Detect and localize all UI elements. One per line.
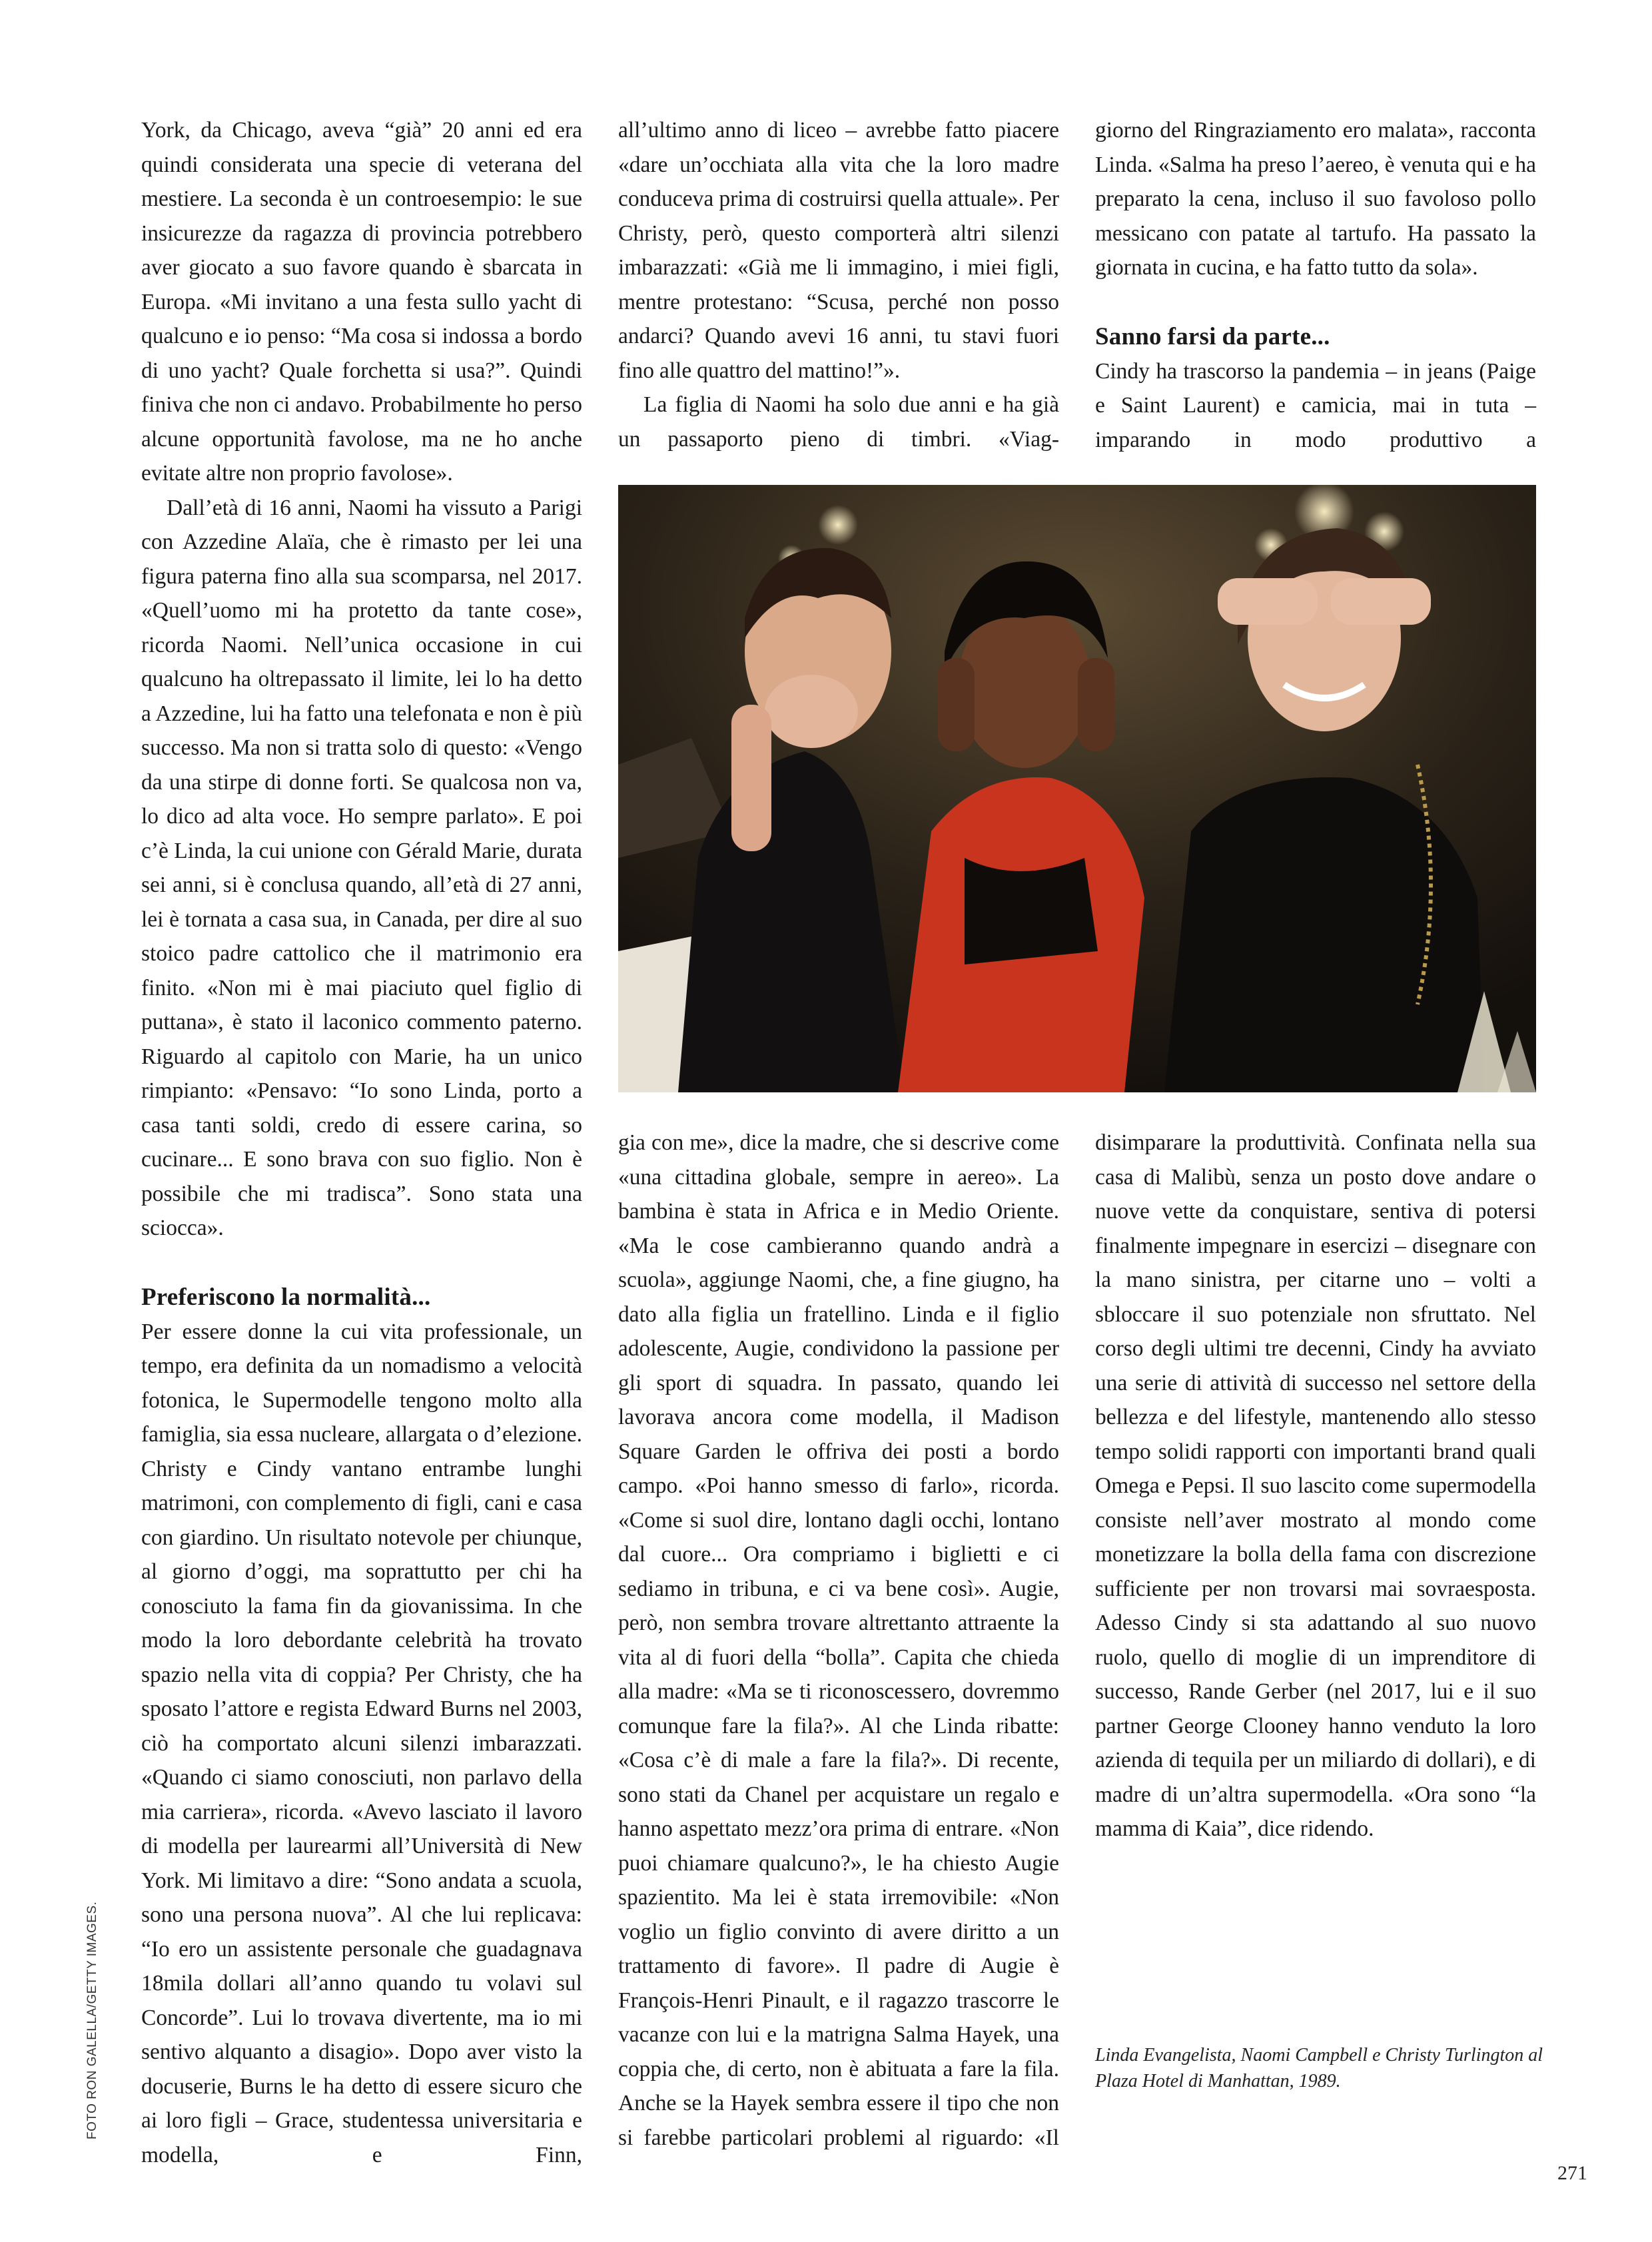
body-paragraph: Per essere donne la cui vita professionale, un tempo, era definita da un nomadismo a velocità fotonica, le Supermodelle tengono molto alla famiglia, sia essa nucleare, allargata o d’elezione. Christy e Cindy vantano entrambe lunghi matrimoni, con complemento di figli, cani e casa con giardino. Un risultato notevole per chiunque, al giorno d’oggi, ma soprattutto per chi ha conosciuto la fama fin da giovanissima. In che modo la loro debordante celebrità ha trovato spazio nella vita di coppia? Per Christy, che ha sposato l’attore e regista Edward Burns nel 2003, ciò ha comportato alcuni silenzi imbarazzati. «Quando ci siamo conosciuti, non parlavo della mia carriera», ricorda. «Avevo lasciato il lavoro di modella per laurearmi all’Università di New York. Mi limitavo a dire: “Sono andata a scuola, sono una persona nuova”. Al che lui replicava: “Io ero un assistente personale che guadagnava 18mila dollari all’anno quando tu volavi sul Concorde”. Lui lo trovava divertente, ma io mi sentivo alquanto a disagio». Dopo aver visto la docuserie, Burns le ha detto di essere sicuro che ai loro figli – Grace, studentessa universitaria e modella, e Finn, [141,1319,582,2167]
body-paragraph: Cindy ha trascorso la pandemia – in jeans (Paige e Saint Laurent) e camicia, mai in tuta – imparando in modo produttivo a [1095,358,1536,452]
section-gap [141,1246,582,1280]
body-paragraph: York, da Chicago, aveva “già” 20 anni ed era quindi considerata una specie di veterana del mestiere. La seconda è un controesempio: le sue insicurezze da ragazza di provincia potrebbero aver giocato a suo favore quando è sbarcata in Europa. «Mi invitano a una festa sullo yacht di qualcuno e io penso: “Ma cosa si indossa a bordo di uno yacht? Quale forchetta si usa?”. Quindi finiva che non ci andavo. Probabilmente ho perso alcune opportunità favolose, ma ne ho anche evitate altre non proprio favolose». [141,118,582,486]
body-paragraph: gia con me», dice la madre, che si descrive come «una cittadina globale, sempre in aereo». La bambina è stata in Africa e in Medio Oriente. «Ma le cose cambieranno quando andrà a scuola», aggiunge Naomi, che, a fine giugno, ha dato alla figlia un fratellino. Linda e il figlio adolescente, Augie, condividono la passione per gli sport di squadra. In passato, quando lei lavorava ancora come modella, il Madison Square Garden le offriva dei posti a bordo campo. «Poi hanno smesso di farlo», ricorda. «Come si suol dire, lontano dagli occhi, lontano dal cuore... Ora compriamo i biglietti e ci sediamo in tribuna, e ci va bene così». Augie, però, non sembra trovare altrettanto attraente la vita al di fuori della “bolla”. Capita che chieda alla madre: «Ma se ti riconoscessero, dovremmo comunque fare la fila?». Al che Linda ribatte: «Cosa c’è di male a fare la fila?». Di recente, sono stati da Chanel per acquistare un regalo e hanno aspettato mezz’ora prima di entrare. «Non puoi chiamare qualcuno?», le ha chiesto Augie spazientito. Ma lei è stata irremovibile: «Non voglio un figlio convinto di avere diritto a un trattamento di favore». Il padre di Augie è François-Henri Pinault, e il ragazzo trascorre le vacanze con lui e la matrigna Salma Hayek, una coppia che, di certo, non è abituata a fare la fila. Anche se la Hayek sembra essere il tipo che non si farebbe particolari problemi al riguardo: «Il [618,1130,1059,2150]
photo-three-models [618,485,1536,1092]
body-paragraph: Dall’età di 16 anni, Naomi ha vissuto a Parigi con Azzedine Alaïa, che è rimasto per lei una figura paterna fino alla sua scomparsa, nel 2017. «Quell’uomo mi ha protetto da tante cose», ricorda Naomi. Nell’unica occasione in cui qualcuno ha oltrepassato il limite, lei lo ha detto a Azzedine, lui ha fatto una telefonata e non è più successo. Ma non si tratta solo di questo: «Vengo da una stirpe di donne forti. Se qualcosa non va, lo dico ad alta voce. Ho sempre parlato». E poi c’è Linda, la cui unione con Gérald Marie, durata sei anni, si è conclusa quando, all’età di 27 anni, lei è tornata a casa sua, in Canada, per dire al suo stoico padre cattolico che il matrimonio era finito. «Non mi è mai piaciuto quel figlio di puttana», è stato il laconico commento paterno. Riguardo al capitolo con Marie, ha un unico rimpianto: «Pensavo: “Io sono Linda, porto a casa tanti soldi, credo di essere carina, so cucinare... E sono brava con suo figlio. Non è possibile che mi tradisca”. Sono stata una sciocca». [141,495,582,1240]
photo-caption: Linda Evangelista, Naomi Campbell e Christy Turlington al Plaza Hotel di Manhattan, 1989. [1095,2045,1543,2091]
body-paragraph: disimparare la produttività. Confinata nella sua casa di Malibù, senza un posto dove andare o nuove vette da conquistare, sentiva di potersi finalmente impegnare in esercizi – disegnare con la mano sinistra, per citarne uno – volti a sbloccare il suo potenziale non sfruttato. Nel corso degli ultimi tre decenni, Cindy ha avviato una serie di attività di successo nel settore della bellezza e del lifestyle, mantenendo allo stesso tempo solidi rapporti con importanti brand quali Omega e Pepsi. Il suo lascito come supermodella consiste nell’aver mostrato al mondo come monetizzare la bolla della fama con discrezione sufficiente per non trovarsi mai sovraesposta. Adesso Cindy si sta adattando al suo nuovo ruolo, quello di moglie di un imprenditore di successo, Rande Gerber (nel 2017, lui e il suo partner George Clooney hanno venduto la loro azienda di tequila per un miliardo di dollari), e di madre di un’altra supermodella. «Ora sono “la mamma di Kaia”, dice ridendo. [1095,1130,1536,1841]
section-heading: Preferiscono la normalità... [141,1283,431,1311]
text-column-1 [141,113,582,2172]
body-paragraph: all’ultimo anno di liceo – avrebbe fatto piacere «dare un’occhiata alla vita che la loro madre conduceva prima di costruirsi quella attuale». Per Christy, però, questo comporterà altri silenzi imbarazzati: «Già me li immagino, i miei figli, mentre protestano: “Scusa, perché non posso andarci? Quando avevi 16 anni, tu stavi fuori fino alle quattro del mattino!”». [618,118,1059,383]
text-column-2-bottom [618,1126,1059,2155]
photo-credit: FOTO RON GALELLA/GETTY IMAGES. [85,1901,99,2139]
text-column-2-top [618,113,1059,456]
body-paragraph: La figlia di Naomi ha solo due anni e ha già un passaporto pieno di timbri. «Viag- [618,392,1059,452]
body-paragraph: giorno del Ringraziamento ero malata», racconta Linda. «Salma ha preso l’aereo, è venuta qui e ha preparato la cena, incluso il suo favoloso pollo messicano con patate al tartufo. Ha passato la giornata in cucina, e ha fatto tutto da sola». [1095,118,1536,280]
text-column-3-top [1095,113,1536,457]
text-column-3-bottom [1095,1126,1536,1846]
section-gap [1095,285,1536,320]
page-number: 271 [1557,2162,1587,2184]
section-heading: Sanno farsi da parte... [1095,322,1330,350]
